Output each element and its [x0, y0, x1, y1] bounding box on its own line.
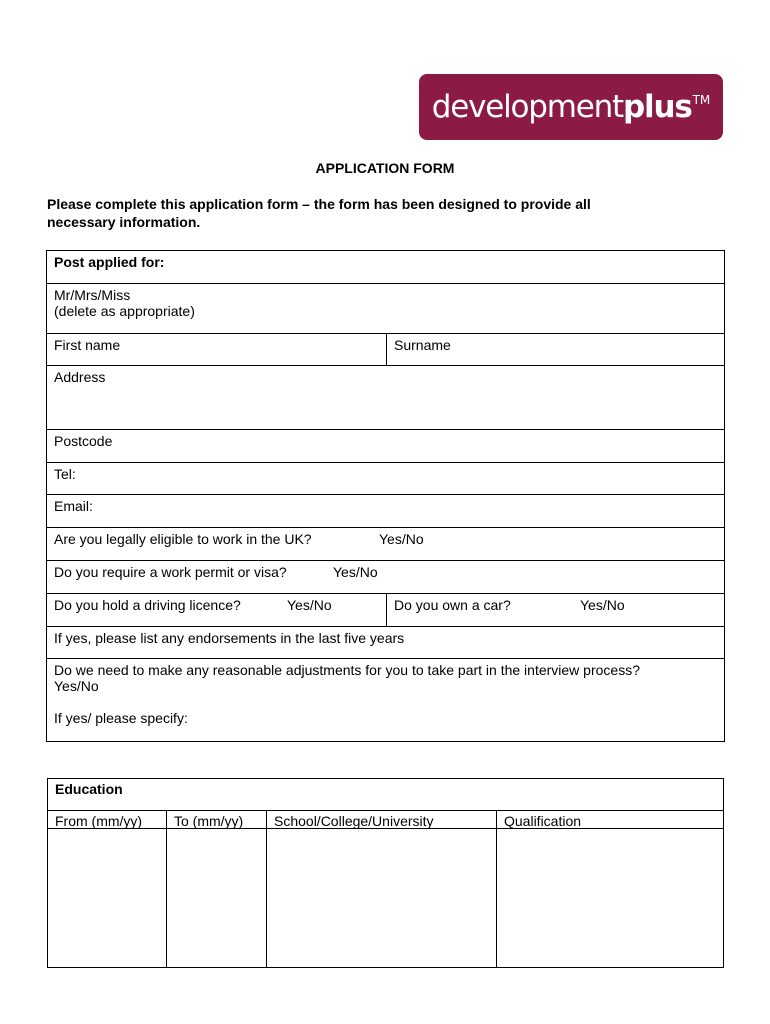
- postcode-label: Postcode: [54, 433, 113, 449]
- title-note: (delete as appropriate): [54, 303, 195, 319]
- title-field[interactable]: [46, 283, 725, 334]
- car-question: Do you own a car?: [394, 597, 511, 613]
- adjustments-question: Do we need to make any reasonable adjustments for you to take part in the interview process?: [54, 662, 640, 678]
- permit-answer: Yes/No: [333, 564, 378, 580]
- surname-field[interactable]: [386, 333, 725, 366]
- logo-trademark: TM: [692, 93, 711, 107]
- education-school-cell[interactable]: [267, 829, 496, 967]
- education-from-cell[interactable]: [48, 829, 166, 967]
- first-name-label: First name: [54, 337, 121, 353]
- endorsements-label: If yes, please list any endorsements in the last five years: [54, 630, 405, 646]
- surname-label: Surname: [394, 337, 451, 353]
- address-label: Address: [54, 369, 106, 385]
- first-name-field[interactable]: [46, 333, 387, 366]
- adjustments-specify: If yes/ please specify:: [54, 710, 188, 726]
- eligible-answer: Yes/No: [379, 531, 424, 547]
- eligible-field[interactable]: [46, 527, 725, 561]
- postcode-field[interactable]: [46, 429, 725, 463]
- car-answer: Yes/No: [580, 597, 625, 613]
- page-title: APPLICATION FORM: [315, 160, 455, 176]
- permit-question: Do you require a work permit or visa?: [54, 564, 287, 580]
- post-applied-field[interactable]: [46, 250, 725, 284]
- eligible-question: Are you legally eligible to work in the UK?: [54, 531, 312, 547]
- endorsements-field[interactable]: [46, 626, 725, 659]
- logo-text-light: development: [431, 89, 624, 125]
- adjustments-answer: Yes/No: [54, 678, 99, 694]
- address-field[interactable]: [46, 365, 725, 430]
- intro-text: [47, 195, 687, 231]
- education-table: [47, 778, 724, 968]
- licence-answer: Yes/No: [287, 597, 332, 613]
- education-to-cell[interactable]: [167, 829, 266, 967]
- title-label: Mr/Mrs/Miss: [54, 287, 131, 303]
- permit-field[interactable]: [46, 560, 725, 594]
- education-heading: Education: [55, 781, 123, 797]
- tel-label: Tel:: [54, 466, 76, 482]
- logo-text-bold: plus: [623, 89, 692, 125]
- education-col-from: From (mm/yy): [55, 813, 143, 829]
- licence-question: Do you hold a driving licence?: [54, 597, 241, 613]
- licence-field[interactable]: [46, 593, 387, 627]
- education-col-qualification: Qualification: [504, 813, 582, 829]
- tel-field[interactable]: [46, 462, 725, 495]
- intro-line-2: necessary information.: [47, 214, 201, 230]
- education-heading-divider: [48, 810, 723, 811]
- adjustments-field[interactable]: [46, 658, 725, 742]
- education-col-to: To (mm/yy): [174, 813, 244, 829]
- email-label: Email:: [54, 498, 93, 514]
- intro-line-1: Please complete this application form – the form has been designed to provide all: [47, 196, 591, 212]
- email-field[interactable]: [46, 494, 725, 528]
- car-field[interactable]: [386, 593, 725, 627]
- education-qualification-cell[interactable]: [497, 829, 723, 967]
- company-logo: [419, 74, 723, 140]
- post-applied-label: Post applied for:: [54, 254, 165, 270]
- education-col-school: School/College/University: [274, 813, 434, 829]
